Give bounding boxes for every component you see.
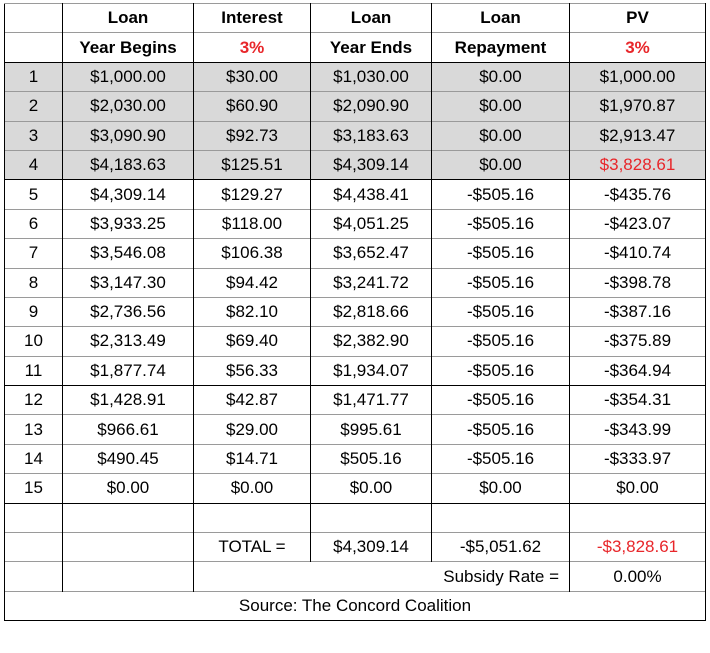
header-cell-loan-repay: Loan (432, 4, 570, 33)
pv-cell: -$398.78 (570, 268, 706, 297)
interest-cell: $92.73 (194, 121, 311, 150)
loan-end-cell: $505.16 (311, 444, 432, 473)
table-row (5, 150, 706, 179)
loan-end-cell: $4,438.41 (311, 180, 432, 209)
subsidy-rate-value: 0.00% (570, 562, 706, 591)
blank-cell (63, 533, 194, 562)
loan-begin-cell: $3,090.90 (63, 121, 194, 150)
repayment-cell: -$505.16 (432, 386, 570, 415)
year-cell: 14 (5, 444, 63, 473)
header-cell-loan-begin: Loan (63, 4, 194, 33)
totals-label: TOTAL = (194, 533, 311, 562)
year-cell: 12 (5, 386, 63, 415)
blank-cell (432, 503, 570, 532)
blank-cell (5, 503, 63, 532)
loan-begin-cell: $1,428.91 (63, 386, 194, 415)
schedule-rows (5, 62, 706, 503)
loan-begin-cell: $4,183.63 (63, 150, 194, 179)
loan-begin-cell: $1,000.00 (63, 62, 194, 91)
source-note: Source: The Concord Coalition (5, 591, 706, 620)
interest-cell: $118.00 (194, 209, 311, 238)
year-cell: 7 (5, 239, 63, 268)
loan-end-cell: $4,051.25 (311, 209, 432, 238)
pv-cell: -$410.74 (570, 239, 706, 268)
repayment-cell: -$505.16 (432, 239, 570, 268)
loan-begin-cell: $2,030.00 (63, 92, 194, 121)
loan-end-cell: $3,241.72 (311, 268, 432, 297)
header-cell-year-begins: Year Begins (63, 33, 194, 62)
header-cell-year-ends: Year Ends (311, 33, 432, 62)
repayment-cell: $0.00 (432, 62, 570, 91)
table-row (5, 474, 706, 503)
loan-begin-cell: $3,546.08 (63, 239, 194, 268)
header-row-2 (5, 33, 706, 62)
table-row (5, 444, 706, 473)
totals-pv: -$3,828.61 (570, 533, 706, 562)
loan-schedule-table (4, 3, 706, 621)
subsidy-row (5, 562, 706, 591)
repayment-cell: -$505.16 (432, 209, 570, 238)
blank-row (5, 503, 706, 532)
interest-cell: $125.51 (194, 150, 311, 179)
interest-cell: $94.42 (194, 268, 311, 297)
interest-cell: $56.33 (194, 356, 311, 385)
header-row-1 (5, 4, 706, 33)
interest-cell: $129.27 (194, 180, 311, 209)
totals-loan-end: $4,309.14 (311, 533, 432, 562)
header-cell-loan-end: Loan (311, 4, 432, 33)
year-cell: 4 (5, 150, 63, 179)
interest-cell: $69.40 (194, 327, 311, 356)
interest-cell: $14.71 (194, 444, 311, 473)
year-cell: 6 (5, 209, 63, 238)
header-cell-year-sub (5, 33, 63, 62)
table-row (5, 239, 706, 268)
year-cell: 9 (5, 297, 63, 326)
header-cell-year (5, 4, 63, 33)
table-row (5, 180, 706, 209)
table-row (5, 415, 706, 444)
loan-end-cell: $4,309.14 (311, 150, 432, 179)
interest-cell: $106.38 (194, 239, 311, 268)
loan-end-cell: $1,934.07 (311, 356, 432, 385)
loan-end-cell: $3,652.47 (311, 239, 432, 268)
table-row (5, 62, 706, 91)
blank-cell (194, 503, 311, 532)
interest-cell: $29.00 (194, 415, 311, 444)
year-cell: 5 (5, 180, 63, 209)
header-cell-pv: PV (570, 4, 706, 33)
pv-cell: -$364.94 (570, 356, 706, 385)
table-row (5, 386, 706, 415)
blank-cell (311, 503, 432, 532)
blank-cell (63, 503, 194, 532)
loan-end-cell: $2,090.90 (311, 92, 432, 121)
table-row (5, 268, 706, 297)
interest-cell: $42.87 (194, 386, 311, 415)
year-cell: 3 (5, 121, 63, 150)
loan-begin-cell: $3,933.25 (63, 209, 194, 238)
pv-cell: -$354.31 (570, 386, 706, 415)
repayment-cell: -$505.16 (432, 180, 570, 209)
pv-cell: $3,828.61 (570, 150, 706, 179)
repayment-cell: $0.00 (432, 92, 570, 121)
loan-end-cell: $1,030.00 (311, 62, 432, 91)
pv-cell: -$435.76 (570, 180, 706, 209)
table-row (5, 327, 706, 356)
loan-end-cell: $2,382.90 (311, 327, 432, 356)
totals-row (5, 533, 706, 562)
loan-begin-cell: $2,313.49 (63, 327, 194, 356)
table-row (5, 356, 706, 385)
table-row (5, 121, 706, 150)
loan-begin-cell: $3,147.30 (63, 268, 194, 297)
loan-end-cell: $1,471.77 (311, 386, 432, 415)
pv-cell: $1,970.87 (570, 92, 706, 121)
repayment-cell: -$505.16 (432, 356, 570, 385)
header-cell-pv-rate: 3% (570, 33, 706, 62)
loan-begin-cell: $966.61 (63, 415, 194, 444)
loan-end-cell: $995.61 (311, 415, 432, 444)
subsidy-rate-label: Subsidy Rate = (194, 562, 570, 591)
pv-cell: $0.00 (570, 474, 706, 503)
interest-cell: $0.00 (194, 474, 311, 503)
loan-begin-cell: $490.45 (63, 444, 194, 473)
table-row (5, 297, 706, 326)
pv-cell: -$423.07 (570, 209, 706, 238)
repayment-cell: -$505.16 (432, 297, 570, 326)
repayment-cell: $0.00 (432, 150, 570, 179)
header-cell-repayment: Repayment (432, 33, 570, 62)
table-row (5, 209, 706, 238)
pv-cell: $1,000.00 (570, 62, 706, 91)
year-cell: 10 (5, 327, 63, 356)
repayment-cell: $0.00 (432, 474, 570, 503)
repayment-cell: -$505.16 (432, 268, 570, 297)
loan-begin-cell: $1,877.74 (63, 356, 194, 385)
pv-cell: -$343.99 (570, 415, 706, 444)
totals-repayment: -$5,051.62 (432, 533, 570, 562)
repayment-cell: $0.00 (432, 121, 570, 150)
year-cell: 15 (5, 474, 63, 503)
blank-cell (5, 533, 63, 562)
blank-cell (570, 503, 706, 532)
loan-end-cell: $0.00 (311, 474, 432, 503)
year-cell: 8 (5, 268, 63, 297)
loan-end-cell: $3,183.63 (311, 121, 432, 150)
blank-cell (63, 562, 194, 591)
year-cell: 11 (5, 356, 63, 385)
loan-begin-cell: $4,309.14 (63, 180, 194, 209)
loan-begin-cell: $0.00 (63, 474, 194, 503)
year-cell: 13 (5, 415, 63, 444)
pv-cell: -$333.97 (570, 444, 706, 473)
table-row (5, 92, 706, 121)
year-cell: 2 (5, 92, 63, 121)
pv-cell: -$375.89 (570, 327, 706, 356)
loan-end-cell: $2,818.66 (311, 297, 432, 326)
blank-cell (5, 562, 63, 591)
interest-cell: $82.10 (194, 297, 311, 326)
repayment-cell: -$505.16 (432, 327, 570, 356)
pv-cell: -$387.16 (570, 297, 706, 326)
header-cell-interest-rate: 3% (194, 33, 311, 62)
repayment-cell: -$505.16 (432, 444, 570, 473)
source-row (5, 591, 706, 620)
loan-begin-cell: $2,736.56 (63, 297, 194, 326)
year-cell: 1 (5, 62, 63, 91)
interest-cell: $60.90 (194, 92, 311, 121)
header-cell-interest: Interest (194, 4, 311, 33)
pv-cell: $2,913.47 (570, 121, 706, 150)
interest-cell: $30.00 (194, 62, 311, 91)
repayment-cell: -$505.16 (432, 415, 570, 444)
